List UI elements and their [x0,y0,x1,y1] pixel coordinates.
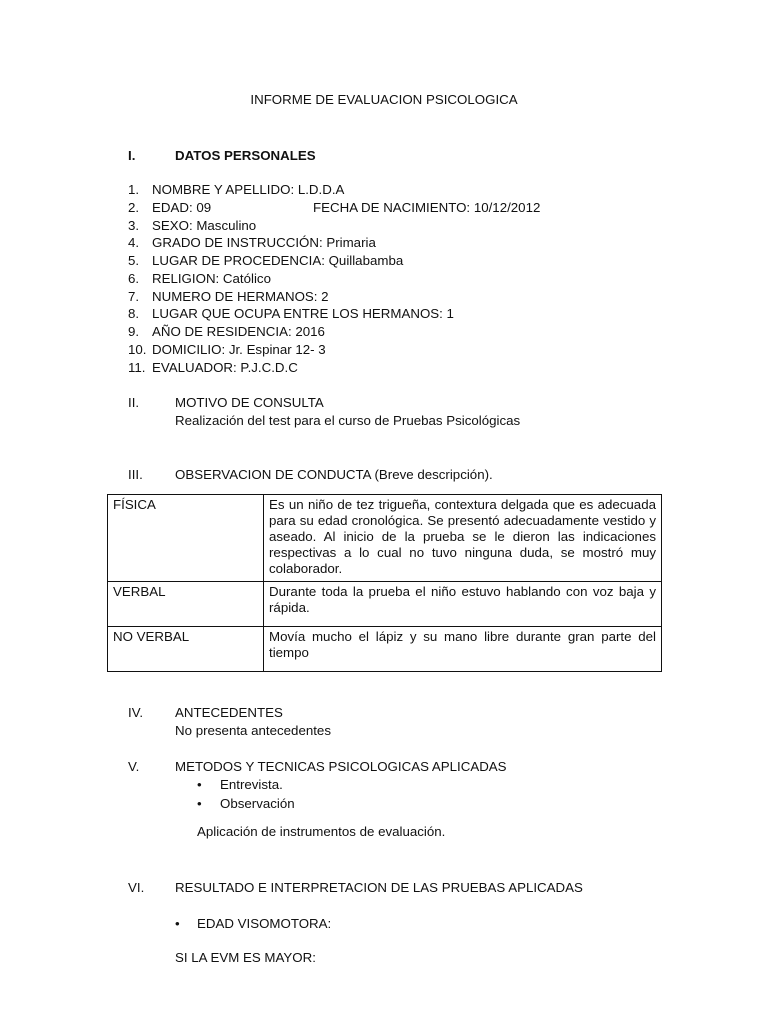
list-number: 7. [128,289,140,304]
list-number: 4. [128,235,140,250]
method-item: Entrevista. [220,777,283,792]
list-number: 10. [128,342,147,357]
section-2-number: II. [128,395,140,410]
row-label: NO VERBAL [108,627,264,672]
list-item: SEXO: Masculino [152,218,257,233]
list-number: 8. [128,306,140,321]
table-row [108,627,662,672]
list-number: 2. [128,200,140,215]
list-number: 1. [128,182,140,197]
list-number: 5. [128,253,140,268]
row-label: FÍSICA [108,495,264,582]
list-number: 9. [128,324,140,339]
row-description: Movía mucho el lápiz y su mano libre durante gran parte del tiempo [264,627,662,672]
section-6-heading: RESULTADO E INTERPRETACION DE LAS PRUEBAS APLICADAS [175,880,583,895]
section-4-heading: ANTECEDENTES [175,705,283,720]
section-6-line: SI LA EVM ES MAYOR: [175,950,316,965]
section-4-body: No presenta antecedentes [175,723,331,738]
row-label: VERBAL [108,582,264,627]
section-2-body: Realización del test para el curso de Pruebas Psicológicas [175,413,521,428]
section-5-note: Aplicación de instrumentos de evaluación. [197,824,446,839]
section-3-heading: OBSERVACION DE CONDUCTA (Breve descripción). [175,467,493,482]
observation-table [107,494,662,672]
birth-date: FECHA DE NACIMIENTO: 10/12/2012 [313,200,541,215]
list-item: GRADO DE INSTRUCCIÓN: Primaria [152,235,376,250]
list-item: LUGAR QUE OCUPA ENTRE LOS HERMANOS: 1 [152,306,454,321]
list-item: LUGAR DE PROCEDENCIA: Quillabamba [152,253,404,268]
list-item: RELIGION: Católico [152,271,271,286]
section-5-number: V. [128,759,140,774]
bullet-icon: • [175,916,180,931]
list-number: 3. [128,218,140,233]
table-row [108,495,662,582]
section-1-number: I. [128,148,136,163]
document-title: INFORME DE EVALUACION PSICOLOGICA [250,92,518,107]
section-6-subheading: EDAD VISOMOTORA: [197,916,332,931]
section-2-heading: MOTIVO DE CONSULTA [175,395,324,410]
list-item: EVALUADOR: P.J.C.D.C [152,360,298,375]
bullet-icon: • [197,777,202,792]
list-number: 11. [128,360,146,375]
list-item: NOMBRE Y APELLIDO: L.D.D.A [152,182,345,197]
list-item: NUMERO DE HERMANOS: 2 [152,289,329,304]
section-4-number: IV. [128,705,144,720]
row-description: Durante toda la prueba el niño estuvo hablando con voz baja y rápida. [264,582,662,627]
list-item: DOMICILIO: Jr. Espinar 12- 3 [152,342,326,357]
section-6-number: VI. [128,880,145,895]
section-3-number: III. [128,467,143,482]
row-description: Es un niño de tez trigueña, contextura delgada que es adecuada para su edad cronológica. Se presentó adecuadamente vestido y aseado. Al inicio de la prueba se le dieron las indicaciones respectivas a lo cual no tuvo ninguna duda, se mostró muy colaborador. [264,495,662,582]
section-5-heading: METODOS Y TECNICAS PSICOLOGICAS APLICADAS [175,759,507,774]
list-item: EDAD: 09 [152,200,212,215]
method-item: Observación [220,796,295,811]
bullet-icon: • [197,796,202,811]
section-1-heading: DATOS PERSONALES [175,148,316,163]
table-row [108,582,662,627]
list-number: 6. [128,271,140,286]
list-item: AÑO DE RESIDENCIA: 2016 [152,324,325,339]
